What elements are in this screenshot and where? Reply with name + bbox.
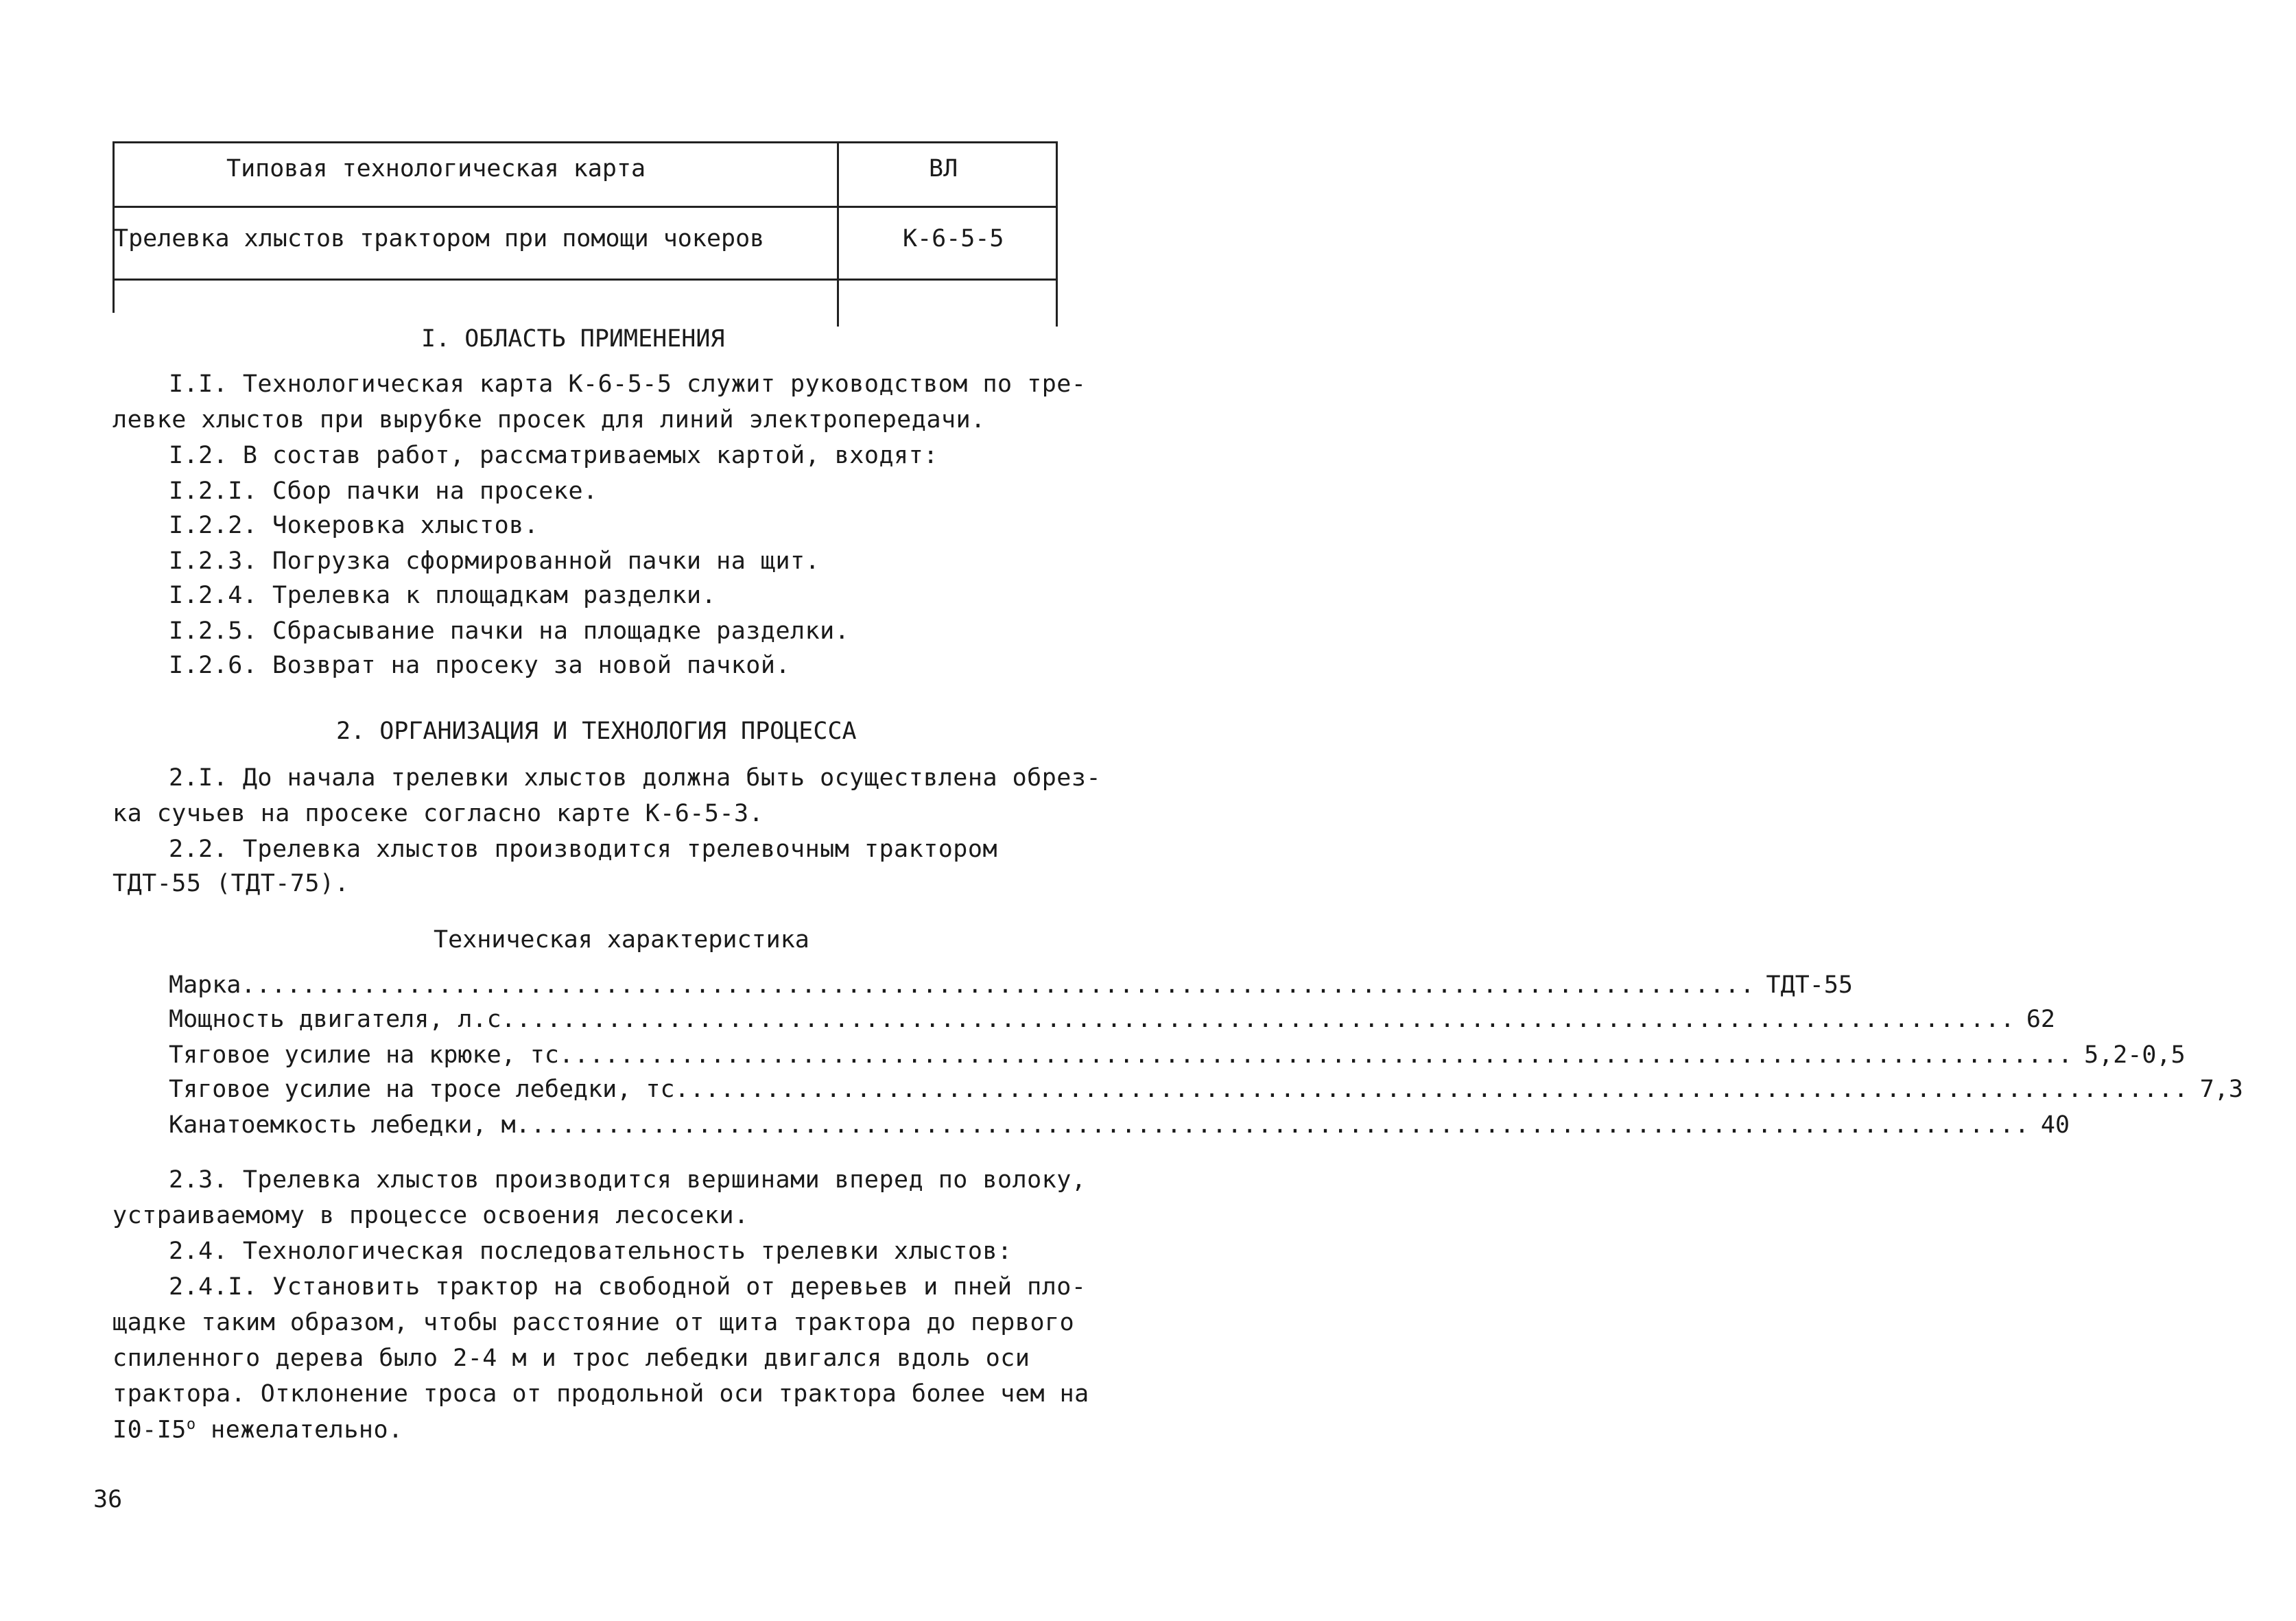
angle-range: I0-I5 [113, 1416, 187, 1444]
page-number: 36 [93, 1486, 123, 1513]
spec-value: 5,2-0,5 [2084, 1041, 2186, 1069]
paragraph-line: левке хлыстов при вырубке просек для линий электропередачи. [113, 406, 986, 434]
list-item: I.2.5. Сбрасывание пачки на площадке разделки. [169, 617, 850, 645]
paragraph-line: 2.I. До начала трелевки хлыстов должна быть осуществлена обрез- [169, 764, 1102, 792]
spec-value: 40 [2040, 1111, 2070, 1139]
paragraph-line: 2.4. Технологическая последовательность трелевки хлыстов: [169, 1238, 1013, 1265]
spec-row [169, 1111, 2070, 1139]
list-item: I.2.6. Возврат на просеку за новой пачкой. [169, 652, 791, 679]
paragraph-line: трактора. Отклонение троса от продольной оси трактора более чем на [113, 1380, 1089, 1408]
paragraph-line: I.I. Технологическая карта К-6-5-5 служит руководством по тре- [169, 370, 1087, 398]
table-code-cell: ВЛ [929, 155, 958, 182]
spec-label: Тяговое усилие на крюке, тс [169, 1041, 559, 1069]
line-suffix: нежелательно. [196, 1416, 403, 1444]
table-column-divider [837, 141, 839, 327]
spec-value: 7,3 [2199, 1076, 2243, 1103]
table-row-divider [113, 206, 1058, 208]
leader-dots: .................................................................................................... [515, 1111, 2030, 1139]
paragraph-line: 2.3. Трелевка хлыстов производится вершинами вперед по волоку, [169, 1166, 1087, 1194]
degree-superscript: о [186, 1416, 196, 1433]
table-subject-cell: Трелевка хлыстов трактором при помощи чокеров [114, 225, 765, 252]
table-card-number-cell: К-6-5-5 [903, 225, 1004, 252]
paragraph-line: 2.2. Трелевка хлыстов производится трелевочным трактором [169, 836, 998, 863]
list-item: I.2.I. Сбор пачки на просеке. [169, 477, 598, 505]
paragraph-line: ТДТ-55 (ТДТ-75). [113, 870, 350, 897]
paragraph-line [113, 1416, 403, 1444]
spec-row [169, 971, 1853, 999]
table-right-border [1056, 141, 1058, 327]
header-table [113, 141, 1058, 327]
spec-label: Канатоемкость лебедки, м [169, 1111, 516, 1139]
spec-row [169, 1076, 2243, 1103]
table-title-cell: Типовая технологическая карта [226, 155, 646, 182]
leader-dots: .................................................................................................... [241, 971, 1755, 999]
spec-row [169, 1006, 2055, 1033]
spec-row [169, 1041, 2186, 1069]
spec-value: 62 [2026, 1006, 2055, 1033]
leader-dots: .................................................................................................... [558, 1041, 2074, 1069]
paragraph-line: щадке таким образом, чтобы расстояние от щита трактора до первого [113, 1309, 1075, 1336]
spec-value: ТДТ-55 [1766, 971, 1853, 999]
list-item: I.2.3. Погрузка сформированной пачки на щит. [169, 547, 820, 575]
spec-label: Мощность двигателя, л.с [169, 1006, 501, 1033]
paragraph-line: I.2. В состав работ, рассматриваемых картой, входят: [169, 442, 938, 469]
spec-label: Тяговое усилие на тросе лебедки, тс [169, 1076, 675, 1103]
leader-dots: .................................................................................................... [501, 1006, 2015, 1033]
paragraph-line: устраиваемому в процессе освоения лесосеки. [113, 1202, 749, 1229]
paragraph-line: 2.4.I. Установить трактор на свободной от деревьев и пней пло- [169, 1273, 1087, 1301]
spec-title: Техническая характеристика [434, 926, 809, 954]
paragraph-line: ка сучьев на просеке согласно карте К-6-5-3. [113, 800, 764, 827]
table-row-divider [113, 279, 1058, 281]
section-2-title: 2. ОРГАНИЗАЦИЯ И ТЕХНОЛОГИЯ ПРОЦЕССА [336, 718, 857, 745]
leader-dots: .................................................................................................... [674, 1076, 2189, 1103]
list-item: I.2.4. Трелевка к площадкам разделки. [169, 582, 717, 609]
list-item: I.2.2. Чокеровка хлыстов. [169, 512, 539, 539]
spec-label: Марка [169, 971, 241, 999]
paragraph-line: спиленного дерева было 2-4 м и трос лебедки двигался вдоль оси [113, 1345, 1030, 1372]
section-1-title: I. ОБЛАСТЬ ПРИМЕНЕНИЯ [421, 325, 725, 353]
table-top-border [113, 141, 1058, 143]
